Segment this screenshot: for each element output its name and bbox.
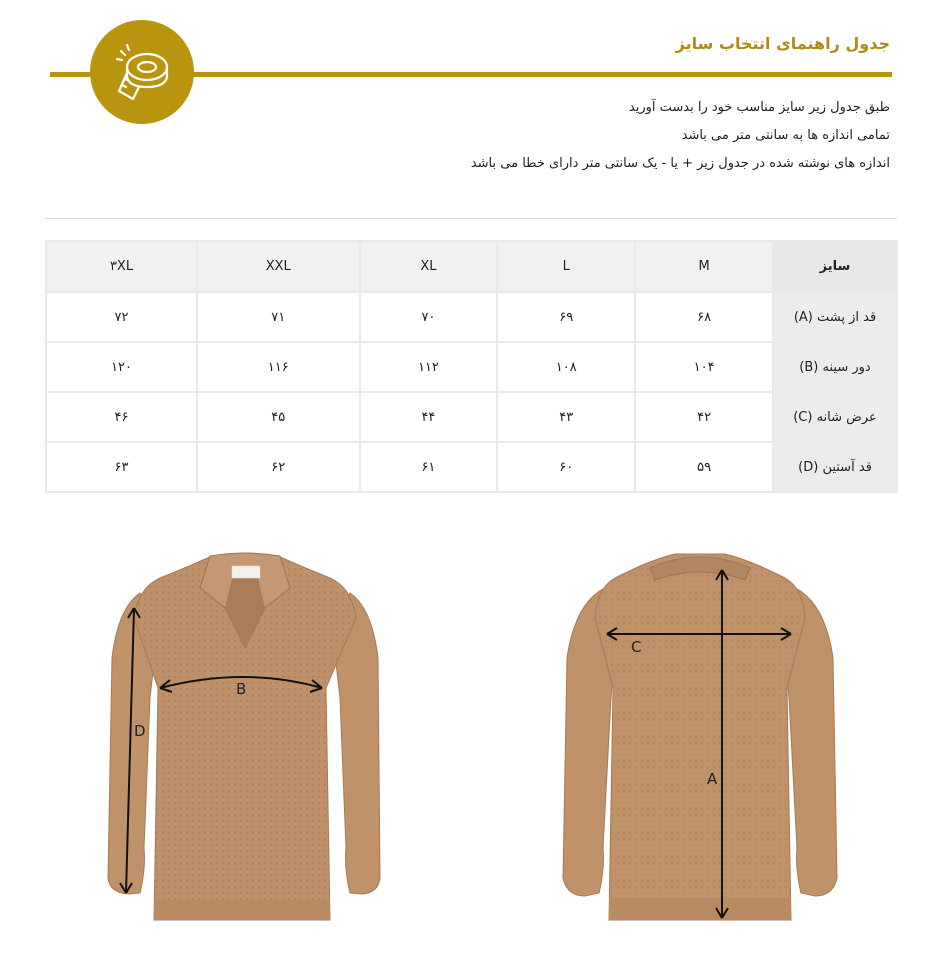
table-header-row	[46, 241, 897, 292]
table-cell: ۶۲	[197, 442, 360, 492]
size-column-header: سایز	[773, 241, 897, 292]
page-title: جدول راهنمای انتخاب سایز	[675, 34, 890, 53]
table-cell: ۶۹	[497, 292, 635, 342]
table-cell: ۶۸	[635, 292, 773, 342]
table-cell: ۶۰	[497, 442, 635, 492]
table-cell: ۱۱۶	[197, 342, 360, 392]
table-row	[46, 342, 897, 392]
size-header-m: M	[635, 241, 773, 292]
size-header-l: L	[497, 241, 635, 292]
table-row	[46, 392, 897, 442]
sweater-back-illustration	[555, 548, 845, 928]
table-cell: ۷۱	[197, 292, 360, 342]
row-label: قد از پشت (A)	[773, 292, 897, 342]
table-cell: ۱۱۲	[360, 342, 498, 392]
table-cell: ۷۲	[46, 292, 197, 342]
measure-c-label: C	[631, 638, 642, 656]
measuring-tape-badge	[90, 20, 194, 124]
row-label: قد آستین (D)	[773, 442, 897, 492]
sweater-body	[595, 554, 805, 920]
instructions	[471, 94, 890, 178]
measure-b-label: B	[236, 680, 247, 698]
table-cell: ۴۳	[497, 392, 635, 442]
measure-a-label: A	[707, 770, 718, 788]
size-table	[45, 240, 898, 493]
size-header-xxl: XXL	[197, 241, 360, 292]
table-row	[46, 442, 897, 492]
table-cell: ۴۲	[635, 392, 773, 442]
note-line: تمامی اندازه ها به سانتی متر می باشد	[681, 128, 890, 143]
table-cell: ۶۳	[46, 442, 197, 492]
table-cell: ۶۱	[360, 442, 498, 492]
note-line: اندازه های نوشته شده در جدول زیر + یا - یک سانتی متر دارای خطا می باشد	[470, 156, 890, 171]
table-cell: ۴۵	[197, 392, 360, 442]
size-header-xl: XL	[360, 241, 498, 292]
table-cell: ۱۰۸	[497, 342, 635, 392]
sweater-front-illustration	[100, 548, 390, 928]
row-label: دور سینه (B)	[773, 342, 897, 392]
measuring-tape-icon	[107, 37, 177, 107]
note-line: طبق جدول زیر سایز مناسب خود را بدست آورید	[628, 100, 890, 115]
table-cell: ۱۰۴	[635, 342, 773, 392]
table-cell: ۵۹	[635, 442, 773, 492]
table-cell: ۷۰	[360, 292, 498, 342]
measure-d-label: D	[134, 722, 146, 740]
section-divider	[45, 218, 897, 219]
size-header-3xl: ۳XL	[46, 241, 197, 292]
table-cell: ۴۴	[360, 392, 498, 442]
table-cell: ۱۲۰	[46, 342, 197, 392]
table-row	[46, 292, 897, 342]
table-cell: ۴۶	[46, 392, 197, 442]
row-label: عرض شانه (C)	[773, 392, 897, 442]
